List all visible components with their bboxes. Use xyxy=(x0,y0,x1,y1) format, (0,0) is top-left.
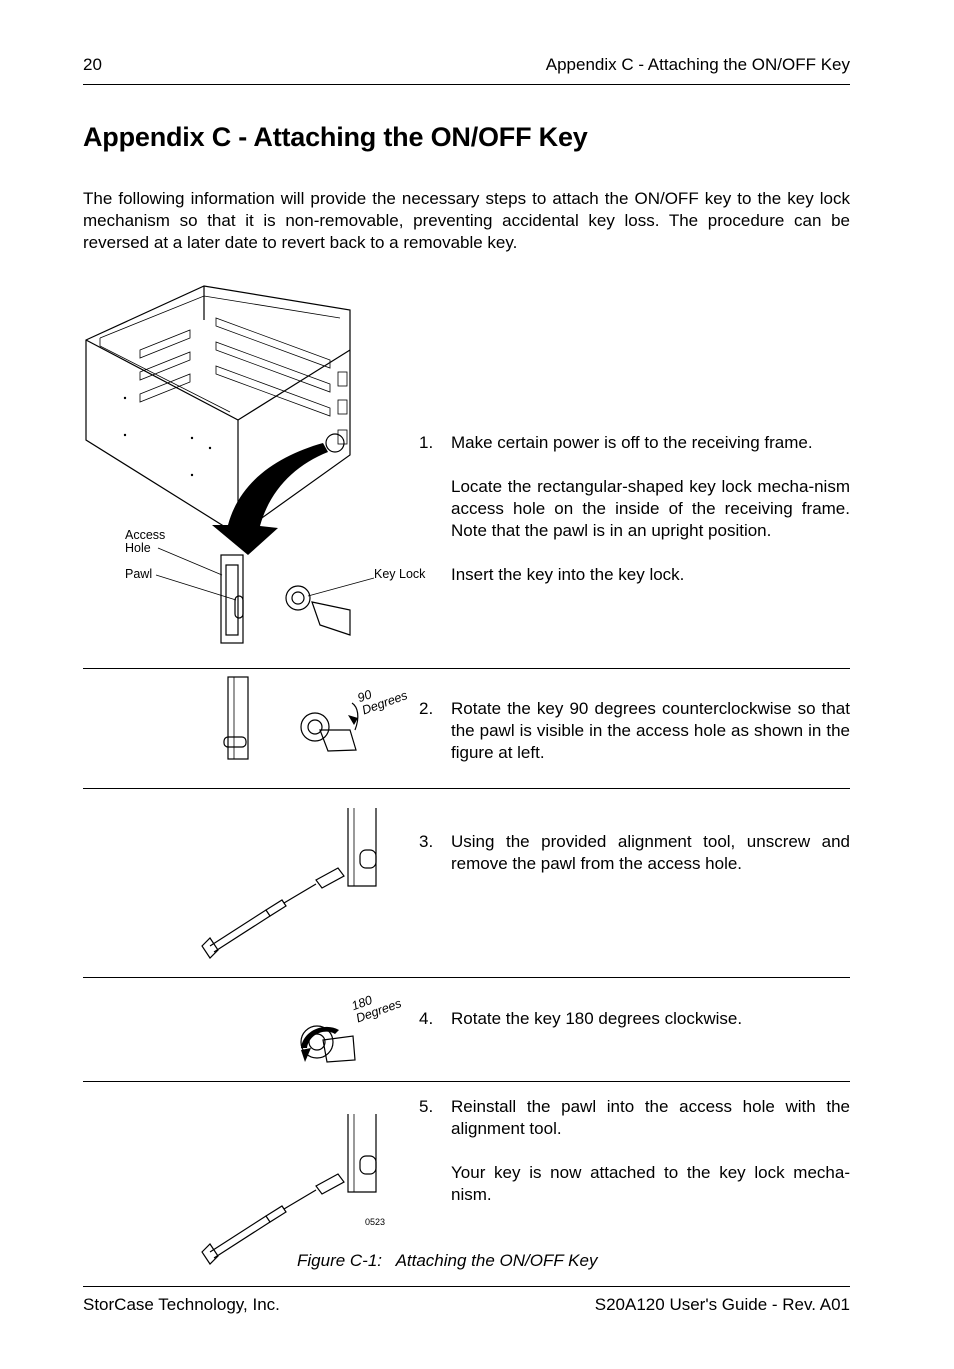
intro-paragraph: The following information will provide the necessary steps to attach the ON/OFF key to the key lock mechanism so that it is non-removable, preventing accidental key loss. The procedure can be reversed at a later date to revert back to a removable key. xyxy=(83,189,850,252)
alignment-tool-reinstall-illustration xyxy=(198,1112,386,1267)
label-90-degrees: 90 Degrees xyxy=(355,687,410,718)
step-paragraph: Insert the key into the key lock. xyxy=(451,565,685,584)
section-rule xyxy=(83,668,850,669)
step-2 xyxy=(419,698,850,764)
step-paragraph: Locate the rectangular-shaped key lock mecha-nism access hole on the inside of the receiving frame. Note that the pawl is in an upright position. xyxy=(451,477,850,540)
step-paragraph: Make certain power is off to the receiving frame. xyxy=(451,433,813,452)
label-pawl: Pawl xyxy=(125,567,153,581)
alignment-tool-remove-illustration xyxy=(198,806,383,961)
step-paragraph: Using the provided alignment tool, unscrew and remove the pawl from the access hole. xyxy=(451,832,850,873)
step-number: 2. xyxy=(419,699,434,718)
step-1 xyxy=(419,432,850,586)
step-number: 4. xyxy=(419,1009,434,1028)
step-paragraph: Reinstall the pawl into the access hole with the alignment tool. xyxy=(451,1097,850,1138)
section-rule xyxy=(83,977,850,978)
step-number: 1. xyxy=(419,433,434,452)
header-rule xyxy=(83,84,850,85)
receiving-frame-illustration xyxy=(80,280,440,650)
label-key-lock: Key Lock xyxy=(374,567,426,581)
section-rule xyxy=(83,788,850,789)
label-180-degrees: 180 Degrees xyxy=(349,992,404,1026)
step-number: 5. xyxy=(419,1097,434,1116)
figure-code: 0523 xyxy=(365,1217,386,1227)
figure-caption: Figure C-1: Attaching the ON/OFF Key xyxy=(297,1251,598,1270)
step-3 xyxy=(419,831,850,875)
step-5 xyxy=(419,1096,850,1206)
footer-rule xyxy=(83,1286,850,1287)
page-number: 20 xyxy=(83,55,102,74)
step-paragraph: Rotate the key 90 degrees counterclockwise so that the pawl is visible in the access hole as shown in the figure at left. xyxy=(451,699,850,762)
page-title: Appendix C - Attaching the ON/OFF Key xyxy=(83,122,588,152)
step-number: 3. xyxy=(419,832,434,851)
footer-company: StorCase Technology, Inc. xyxy=(83,1295,280,1314)
step-paragraph: Your key is now attached to the key lock mecha-nism. xyxy=(451,1163,850,1204)
label-access-hole: Access Hole xyxy=(125,528,166,555)
footer-guide: S20A120 User's Guide - Rev. A01 xyxy=(594,1295,850,1314)
step-paragraph: Rotate the key 180 degrees clockwise. xyxy=(451,1009,743,1028)
key-rotate-180-illustration xyxy=(295,1018,370,1068)
section-rule xyxy=(83,1081,850,1082)
step-4 xyxy=(419,1008,850,1030)
running-title: Appendix C - Attaching the ON/OFF Key xyxy=(545,55,850,74)
